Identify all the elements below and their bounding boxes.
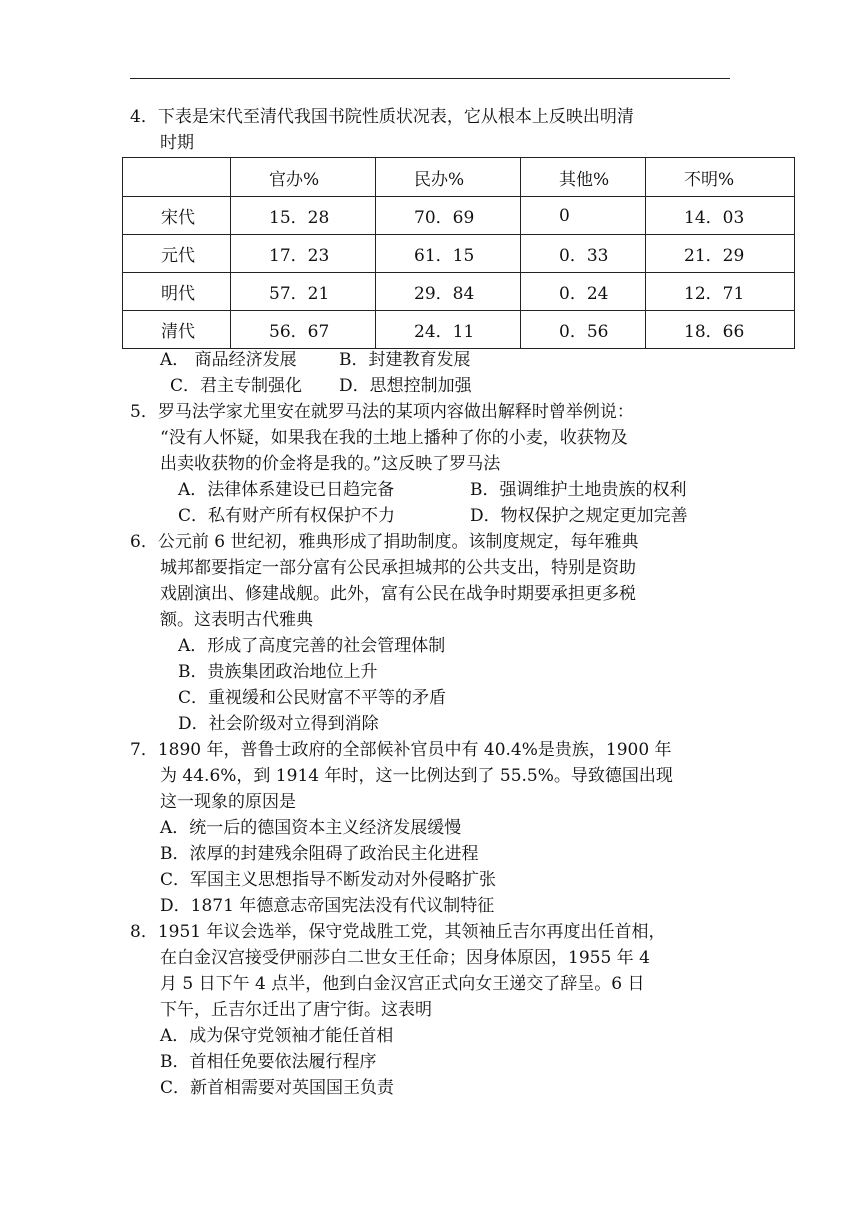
table-cell: 15．28 bbox=[231, 197, 376, 235]
q8-stem-line-4: 下午，丘吉尔迁出了唐宁街。这表明 bbox=[160, 1000, 432, 1020]
table-row bbox=[123, 197, 795, 235]
table-header-cell: 官办% bbox=[231, 158, 376, 197]
table-row-label: 清代 bbox=[123, 311, 231, 349]
q4-stem-line-1: 4．下表是宋代至清代我国书院性质状况表，它从根本上反映出明清 bbox=[130, 107, 634, 127]
table-cell: 24．11 bbox=[376, 311, 521, 349]
q7-stem-line-1: 7．1890 年，普鲁士政府的全部候补官员中有 40.4%是贵族，1900 年 bbox=[130, 740, 672, 760]
q4-stem-line-2: 时期 bbox=[160, 133, 194, 153]
table-header-cell: 民办% bbox=[376, 158, 521, 197]
table-cell: 0 bbox=[521, 197, 646, 235]
q5-stem-line-2: “没有人怀疑，如果我在我的土地上播种了你的小麦，收获物及 bbox=[160, 428, 628, 448]
table-cell: 61．15 bbox=[376, 235, 521, 273]
q7-option-d: D．1871 年德意志帝国宪法没有代议制特征 bbox=[160, 896, 495, 916]
q6-option-c: C．重视缓和公民财富不平等的矛盾 bbox=[178, 688, 447, 708]
table-cell: 14．03 bbox=[646, 197, 795, 235]
table-cell: 18．66 bbox=[646, 311, 795, 349]
table-row-label: 明代 bbox=[123, 273, 231, 311]
table-header-row bbox=[123, 158, 795, 197]
q4-option-b: B．封建教育发展 bbox=[339, 350, 471, 370]
q5-stem-line-3: 出卖收获物的价金将是我的。”这反映了罗马法 bbox=[160, 454, 501, 474]
q6-stem-line-1: 6．公元前 6 世纪初，雅典形成了捐助制度。该制度规定，每年雅典 bbox=[130, 532, 639, 552]
q6-stem-line-2: 城邦都要指定一部分富有公民承担城邦的公共支出，特别是资助 bbox=[160, 558, 636, 578]
table-cell: 21．29 bbox=[646, 235, 795, 273]
q4-option-a: A． 商品经济发展 bbox=[160, 350, 297, 370]
q7-option-c: C．军国主义思想指导不断发动对外侵略扩张 bbox=[160, 870, 497, 890]
q7-stem-line-3: 这一现象的原因是 bbox=[160, 792, 296, 812]
q4-option-c: C．君主专制强化 bbox=[170, 376, 303, 396]
table-header-cell bbox=[123, 158, 231, 197]
table-cell: 0．56 bbox=[521, 311, 646, 349]
q7-stem-line-2: 为 44.6%，到 1914 年时，这一比例达到了 55.5%。导致德国出现 bbox=[160, 766, 673, 786]
table-header-cell: 其他% bbox=[521, 158, 646, 197]
q5-option-a: A．法律体系建设已日趋完备 bbox=[178, 480, 395, 500]
q6-option-b: B．贵族集团政治地位上升 bbox=[178, 662, 378, 682]
q8-option-b: B．首相任免要依法履行程序 bbox=[160, 1052, 377, 1072]
q6-stem-line-4: 额。这表明古代雅典 bbox=[160, 610, 313, 630]
table-cell: 57．21 bbox=[231, 273, 376, 311]
q6-option-d: D．社会阶级对立得到消除 bbox=[178, 714, 379, 734]
q8-stem-line-2: 在白金汉宫接受伊丽莎白二世女王任命；因身体原因，1955 年 4 bbox=[160, 948, 650, 968]
table-cell: 0．24 bbox=[521, 273, 646, 311]
table-cell: 70．69 bbox=[376, 197, 521, 235]
q5-option-b: B．强调维护土地贵族的权利 bbox=[470, 480, 687, 500]
q8-option-a: A．成为保守党领袖才能任首相 bbox=[160, 1026, 394, 1046]
q6-option-a: A．形成了高度完善的社会管理体制 bbox=[178, 636, 446, 656]
q8-stem-line-1: 8．1951 年议会选举，保守党战胜工党，其领袖丘吉尔再度出任首相， bbox=[130, 922, 666, 942]
q8-option-c: C．新首相需要对英国国王负责 bbox=[160, 1078, 395, 1098]
q7-option-b: B．浓厚的封建残余阻碍了政治民主化进程 bbox=[160, 844, 479, 864]
table-row bbox=[123, 311, 795, 349]
table-row-label: 宋代 bbox=[123, 197, 231, 235]
q7-option-a: A．统一后的德国资本主义经济发展缓慢 bbox=[160, 818, 462, 838]
table-cell: 17．23 bbox=[231, 235, 376, 273]
q5-option-c: C．私有财产所有权保护不力 bbox=[178, 506, 396, 526]
table-row-label: 元代 bbox=[123, 235, 231, 273]
table-header-cell: 不明% bbox=[646, 158, 795, 197]
q8-stem-line-3: 月 5 日下午 4 点半，他到白金汉宫正式向女王递交了辞呈。6 日 bbox=[160, 974, 645, 994]
table-cell: 0．33 bbox=[521, 235, 646, 273]
q5-option-d: D．物权保护之规定更加完善 bbox=[470, 506, 688, 526]
table-cell: 12．71 bbox=[646, 273, 795, 311]
table-row bbox=[123, 235, 795, 273]
q6-stem-line-3: 戏剧演出、修建战舰。此外，富有公民在战争时期要承担更多税 bbox=[160, 584, 636, 604]
table-row bbox=[123, 273, 795, 311]
table-cell: 29．84 bbox=[376, 273, 521, 311]
q4-option-d: D．思想控制加强 bbox=[339, 376, 472, 396]
q4-data-table bbox=[122, 157, 795, 349]
q5-stem-line-1: 5．罗马法学家尤里安在就罗马法的某项内容做出解释时曾举例说： bbox=[130, 402, 634, 422]
table-cell: 56．67 bbox=[231, 311, 376, 349]
header-rule bbox=[130, 78, 730, 79]
